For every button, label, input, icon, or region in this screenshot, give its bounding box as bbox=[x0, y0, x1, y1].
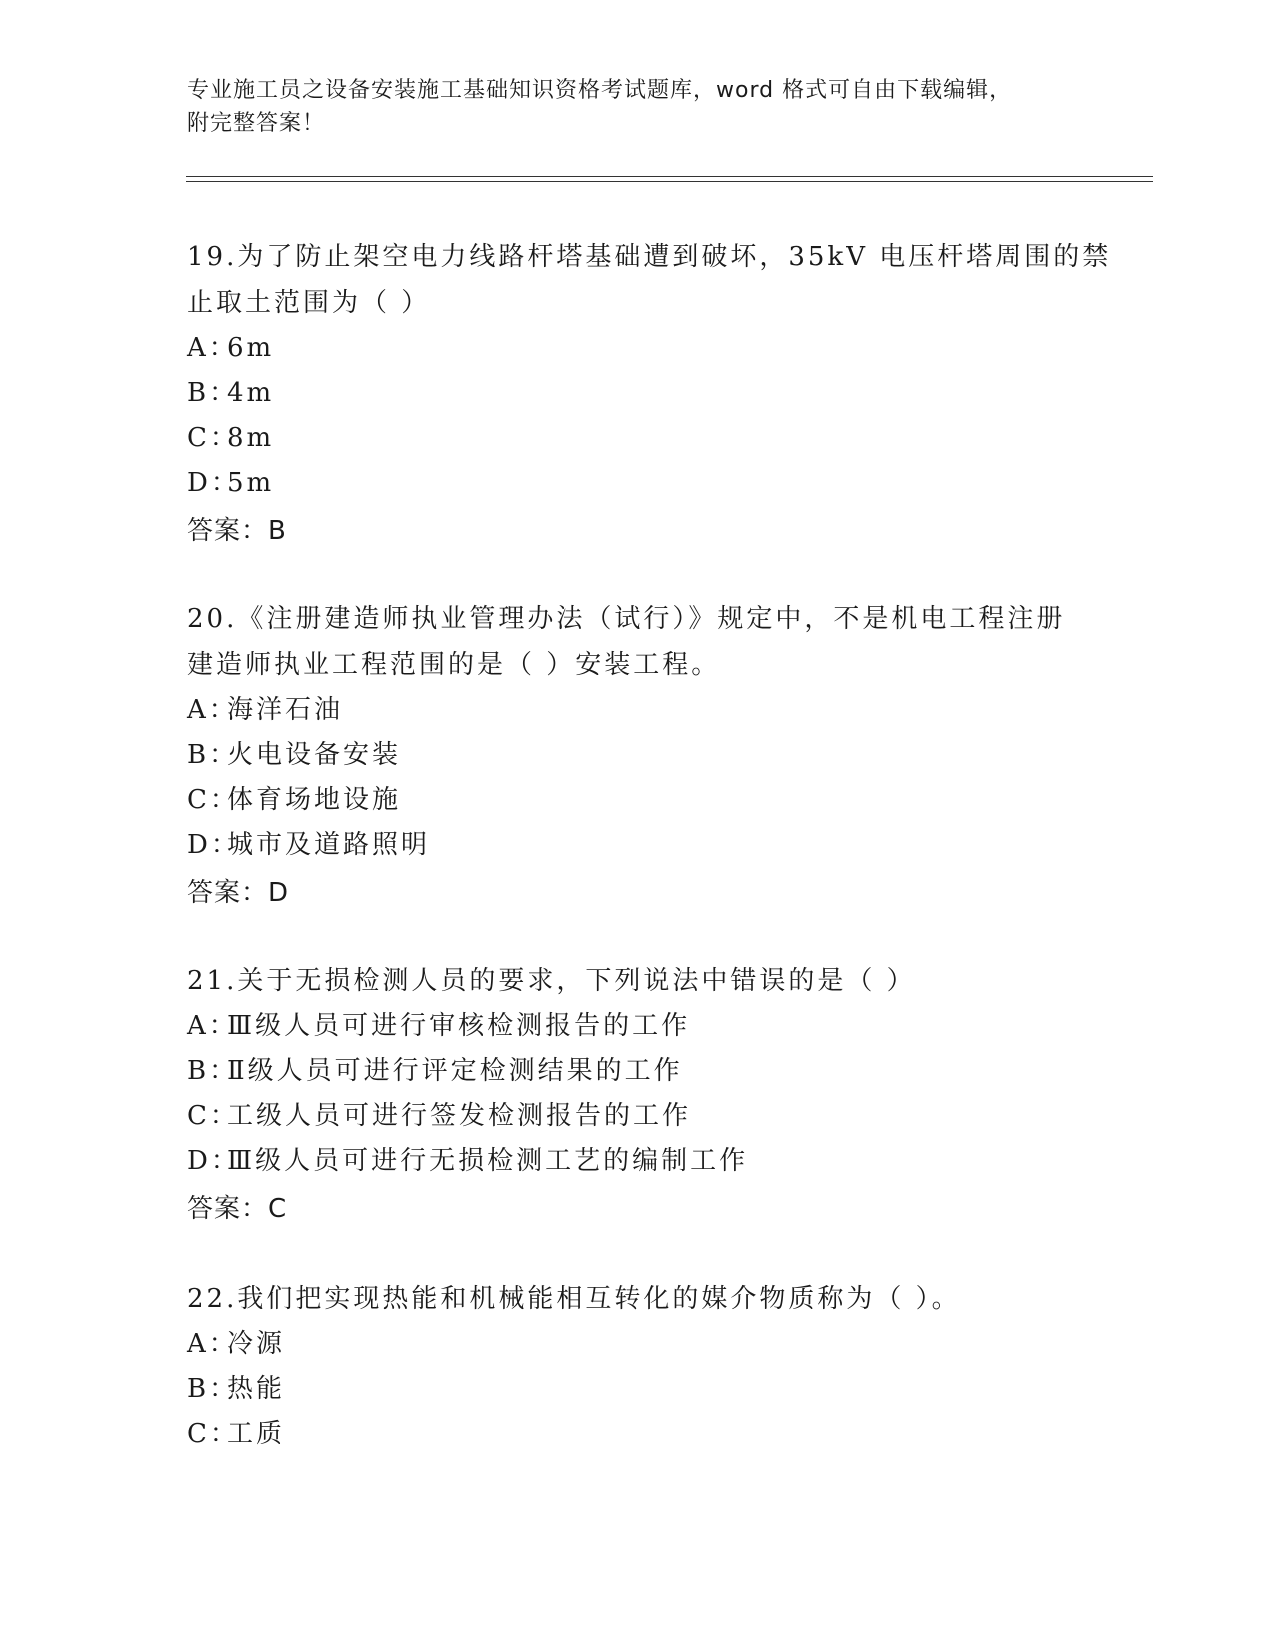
option-letter: B： bbox=[187, 378, 239, 408]
question-stem bbox=[187, 958, 1087, 1004]
question-stem-line: 22.我们把实现热能和机械能相互转化的媒介物质称为（ ）。 bbox=[187, 1284, 961, 1314]
option-c bbox=[187, 778, 1087, 823]
question-stem-line: 20.《注册建造师执业管理办法（试行）》规定中，不是机电工程注册 bbox=[187, 604, 1066, 634]
option-c bbox=[187, 416, 1087, 461]
option-letter: A： bbox=[187, 333, 238, 363]
question-21 bbox=[187, 958, 1087, 1232]
question-19 bbox=[187, 234, 1112, 554]
option-letter: A： bbox=[187, 1011, 238, 1041]
question-stem-line: 19.为了防止架空电力线路杆塔基础遭到破坏，35kV 电压杆塔周围的禁 bbox=[187, 242, 1112, 272]
header-line-2: 附完整答案！ bbox=[187, 111, 326, 136]
option-a bbox=[187, 326, 1087, 371]
option-text: 工质 bbox=[227, 1419, 286, 1449]
option-text: Ⅲ级人员可进行无损检测工艺的编制工作 bbox=[227, 1146, 749, 1176]
header-divider-bottom bbox=[186, 181, 1153, 182]
option-c bbox=[187, 1412, 1087, 1457]
option-text: 工级人员可进行签发检测报告的工作 bbox=[227, 1101, 692, 1131]
question-stem bbox=[187, 1276, 1087, 1322]
option-letter: C： bbox=[187, 423, 239, 453]
option-a bbox=[187, 1322, 1087, 1367]
header-line-1: 专业施工员之设备安装施工基础知识资格考试题库，word 格式可自由下载编辑， bbox=[187, 78, 1013, 103]
option-c bbox=[187, 1094, 1087, 1139]
option-letter: D： bbox=[187, 830, 240, 860]
option-text: 热能 bbox=[227, 1374, 286, 1404]
question-stem-line: 止取土范围为（ ） bbox=[187, 288, 431, 318]
option-d bbox=[187, 1139, 1087, 1184]
option-text: 8m bbox=[227, 423, 275, 453]
question-stem bbox=[187, 234, 1112, 326]
option-text: 6m bbox=[227, 333, 275, 363]
answer-line: 答案：D bbox=[187, 878, 290, 908]
answer-line: 答案：C bbox=[187, 1194, 288, 1224]
option-letter: B： bbox=[187, 740, 239, 770]
option-b bbox=[187, 733, 1087, 778]
option-letter: A： bbox=[187, 1329, 238, 1359]
option-b bbox=[187, 1049, 1087, 1094]
option-text: 火电设备安装 bbox=[227, 740, 402, 770]
option-b bbox=[187, 371, 1087, 416]
question-20 bbox=[187, 596, 1087, 916]
option-text: 体育场地设施 bbox=[227, 785, 402, 815]
option-letter: B： bbox=[187, 1374, 239, 1404]
document-header bbox=[187, 74, 1087, 140]
option-letter: D： bbox=[187, 1146, 240, 1176]
option-letter: D： bbox=[187, 468, 240, 498]
answer-line: 答案：B bbox=[187, 516, 287, 546]
option-b bbox=[187, 1367, 1087, 1412]
option-text: Ⅱ级人员可进行评定检测结果的工作 bbox=[227, 1056, 683, 1086]
option-letter: C： bbox=[187, 1101, 239, 1131]
option-letter: C： bbox=[187, 785, 239, 815]
option-text: 海洋石油 bbox=[227, 695, 344, 725]
option-text: Ⅲ级人员可进行审核检测报告的工作 bbox=[227, 1011, 691, 1041]
option-d bbox=[187, 461, 1087, 506]
option-text: 冷源 bbox=[227, 1329, 286, 1359]
question-22 bbox=[187, 1276, 1087, 1457]
header-divider-top bbox=[186, 176, 1153, 177]
option-d bbox=[187, 823, 1087, 868]
option-a bbox=[187, 1004, 1087, 1049]
question-stem-line: 建造师执业工程范围的是（ ）安装工程。 bbox=[187, 650, 721, 680]
option-letter: C： bbox=[187, 1419, 239, 1449]
option-letter: B： bbox=[187, 1056, 239, 1086]
option-letter: A： bbox=[187, 695, 238, 725]
option-text: 5m bbox=[227, 468, 275, 498]
question-stem-line: 21.关于无损检测人员的要求，下列说法中错误的是（ ） bbox=[187, 966, 916, 996]
option-text: 4m bbox=[227, 378, 275, 408]
option-a bbox=[187, 688, 1087, 733]
option-text: 城市及道路照明 bbox=[227, 830, 431, 860]
question-stem bbox=[187, 596, 1087, 688]
